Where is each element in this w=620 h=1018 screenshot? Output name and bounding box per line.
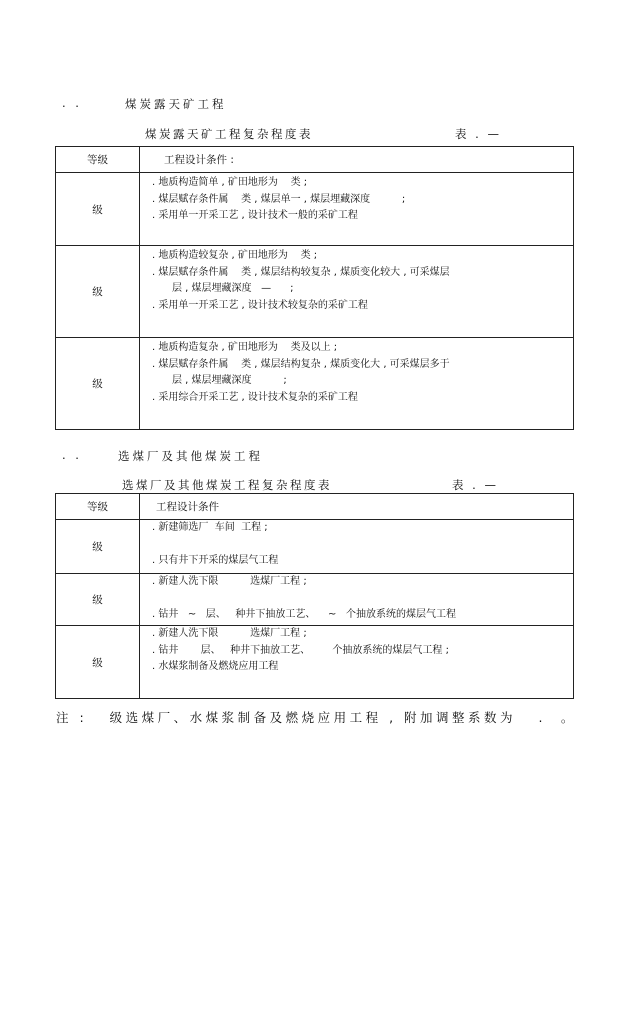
table1-ref: 表 . — <box>455 127 502 141</box>
condition-line: . 新建人洗下限 选煤厂工程 ; <box>152 628 307 639</box>
table2-header-row <box>56 494 574 520</box>
table1-header-level: 等级 <box>56 147 140 173</box>
table-row <box>56 338 574 430</box>
footnote: 注 : 级选煤厂、水煤浆制备及燃烧应用工程 , 附加调整系数为 . 。 <box>56 710 577 725</box>
condition-line: . 水煤浆制备及燃烧应用工程 <box>152 661 279 672</box>
table-row <box>56 574 574 626</box>
condition-line: . 新建筛选厂 车间 工程 ; <box>152 522 268 533</box>
table2-header-level: 等级 <box>56 494 140 520</box>
table2-caption: 选煤厂及其他煤炭工程复杂程度表 <box>122 478 332 492</box>
level-cell: 级 <box>56 173 140 246</box>
condition-line: 层 , 煤层埋藏深度 ; <box>172 375 287 386</box>
condition-line: . 采用单一开采工艺 , 设计技术一般的采矿工程 <box>152 210 358 221</box>
conditions-cell <box>140 338 574 430</box>
level-cell: 级 <box>56 338 140 430</box>
table-row <box>56 246 574 338</box>
section2-title: 选煤厂及其他煤炭工程 <box>118 449 263 463</box>
level-cell: 级 <box>56 574 140 626</box>
condition-line: . 采用综合开采工艺 , 设计技术复杂的采矿工程 <box>152 391 358 403</box>
conditions-cell <box>140 574 574 626</box>
table2-header-conditions: 工程设计条件 <box>140 494 574 520</box>
condition-line <box>152 537 573 554</box>
condition-line <box>152 591 573 608</box>
section2-number: . . <box>62 448 82 462</box>
condition-line: . 煤层赋存条件属 类 , 煤层结构较复杂 , 煤质变化较大 , 可采煤层 <box>152 266 450 278</box>
table-row <box>56 520 574 574</box>
conditions-cell <box>140 246 574 338</box>
condition-line: 层 , 煤层埋藏深度 — ; <box>172 283 294 294</box>
table1 <box>55 146 574 430</box>
condition-line: . 煤层赋存条件属 类 , 煤层单一 , 煤层埋藏深度 ; <box>152 193 406 205</box>
table-row <box>56 173 574 246</box>
section1-title: 煤炭露天矿工程 <box>125 97 227 111</box>
table1-header-conditions: 工程设计条件 : <box>140 147 574 173</box>
conditions-cell <box>140 520 574 574</box>
table2 <box>55 493 574 699</box>
condition-line: . 钻井 层、 种井下抽放工艺、 个抽放系统的煤层气工程 ; <box>152 644 449 656</box>
table1-caption: 煤炭露天矿工程复杂程度表 <box>145 127 313 141</box>
condition-line: . 煤层赋存条件属 类 , 煤层结构复杂 , 煤质变化大 , 可采煤层多于 <box>152 358 450 370</box>
level-cell: 级 <box>56 626 140 699</box>
conditions-cell <box>140 173 574 246</box>
condition-line: . 地质构造复杂 , 矿田地形为 类及以上 ; <box>152 342 338 353</box>
condition-line: . 地质构造较复杂 , 矿田地形为 类 ; <box>152 250 318 261</box>
condition-line: . 新建人洗下限 选煤厂工程 ; <box>152 576 307 587</box>
condition-line: . 只有井下开采的煤层气工程 <box>152 555 279 566</box>
condition-line: . 采用单一开采工艺 , 设计技术较复杂的采矿工程 <box>152 299 368 311</box>
table2-ref: 表 . — <box>452 478 499 492</box>
condition-line: . 钻井 ~ 层、 种井下抽放工艺、 ~ 个抽放系统的煤层气工程 <box>152 609 456 620</box>
condition-line: . 地质构造简单 , 矿田地形为 类 ; <box>152 177 308 188</box>
table-row <box>56 626 574 699</box>
section1-number: . . <box>62 96 82 110</box>
conditions-cell <box>140 626 574 699</box>
level-cell: 级 <box>56 246 140 338</box>
level-cell: 级 <box>56 520 140 574</box>
table1-header-row <box>56 147 574 173</box>
